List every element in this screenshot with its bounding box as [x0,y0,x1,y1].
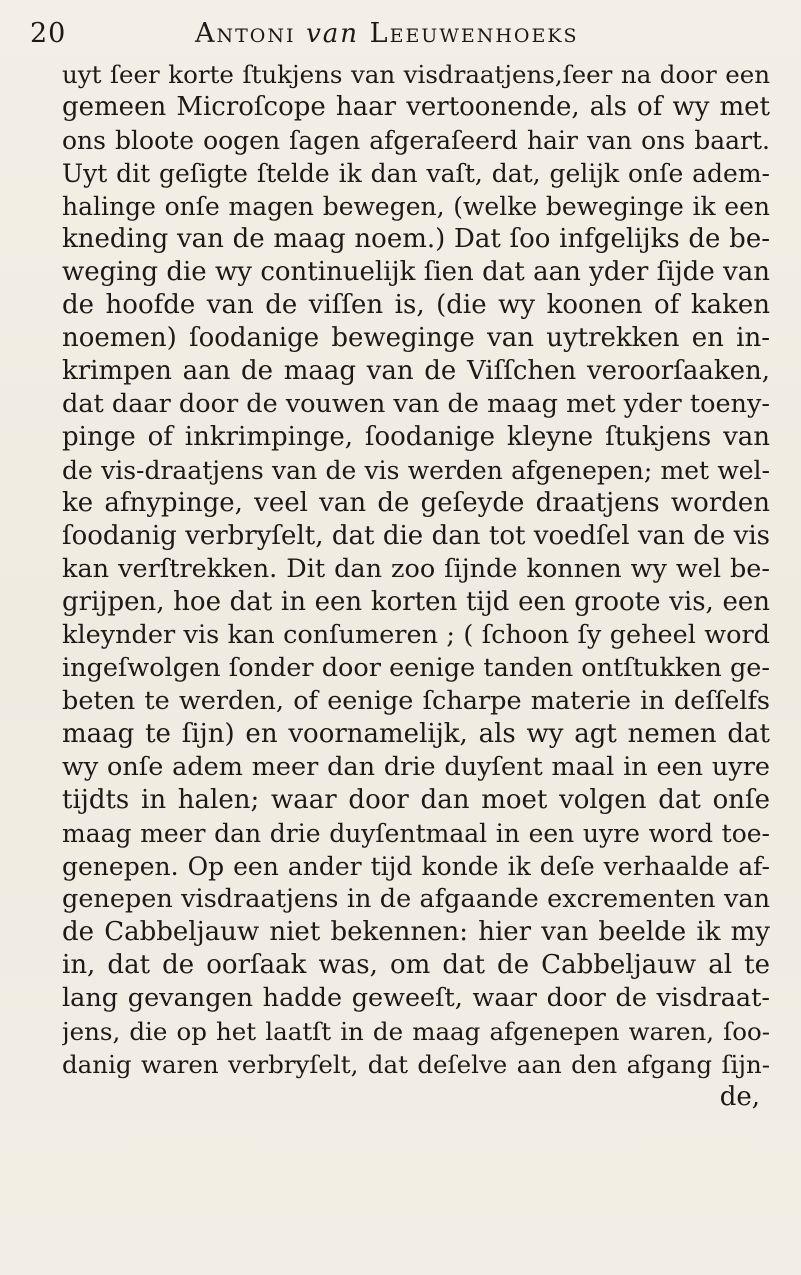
text-line: dat daar door de vouwen van de maag met yder toeny- [62,389,770,419]
body-text [62,58,770,1114]
text-line: halinge onſe magen bewegen, (welke beweginge ik een [62,192,770,221]
text-line: de hoofde van de viſſen is, (die wy koonen of kaken [62,290,770,320]
text-line: ingeſwolgen ſonder door eenige tanden ontſtukken ge- [62,653,770,683]
text-line: maag te ſijn) en voornamelijk, als wy agt nemen dat [62,719,770,749]
text-line: noemen) ſoodanige beweginge van uytrekken en in- [62,323,770,353]
text-line: kan verſtrekken. Dit dan zoo ſijnde konnen wy wel be- [62,554,770,584]
text-line: danig waren verbryſelt, dat deſelve aan den afgang ſijn- [62,1050,770,1079]
text-line: Uyt dit geſigte ſtelde ik dan vaſt, dat, gelijk onſe adem- [62,159,770,188]
text-line: ke afnypinge, veel van de geſeyde draatjens worden [62,488,770,518]
text-line: genepen. Op een ander tijd konde ik deſe verhaalde af- [62,852,770,881]
text-line: genepen visdraatjens in de afgaande excrementen van [62,884,770,914]
text-line: uyt ſeer korte ſtukjens van visdraatjens,ſeer na door een [62,60,770,89]
text-line: kneding van de maag noem.) Dat ſoo infgelijks de be- [62,224,770,254]
text-line: maag meer dan drie duyſentmaal in een uyre word toe- [62,819,770,848]
text-line: krimpen aan de maag van de Viſſchen veroorſaaken, [62,356,770,386]
running-head-title [195,14,579,54]
text-line: ſoodanig verbryſelt, dat die dan tot voedſel van de vis [62,521,770,551]
text-line: de Cabbeljauw niet bekennen: hier van beelde ik my [62,917,770,947]
text-line: weging die wy continuelijk ſien dat aan yder ſijde van [62,257,770,287]
text-line: kleynder vis kan conſumeren ; ( ſchoon ſy geheel word [62,620,770,650]
running-head [30,14,770,54]
text-line-catchword: de, [719,1082,760,1112]
text-line: jens, die op het laatſt in de maag afgenepen waren, ſoo- [62,1017,770,1046]
text-line: pinge of inkrimpinge, ſoodanige kleyne ſtukjens van [62,422,770,452]
text-line: de vis-draatjens van de vis werden afgenepen; met wel- [62,456,770,485]
text-line: tijdts in halen; waar door dan moet volgen dat onſe [62,785,770,815]
text-line: grijpen, hoe dat in een korten tijd een groote vis, een [62,587,770,617]
text-line: lang gevangen hadde geweeſt, waar door de visdraat- [62,983,770,1013]
text-line: gemeen Microſcope haar vertoonende, als of wy met [62,92,770,122]
running-head-author-first: Antoni [195,18,296,49]
text-line: wy onſe adem meer dan drie duyſent maal in een uyre [62,752,770,782]
text-line: beten te werden, of eenige ſcharpe materie in deſſelfs [62,686,770,716]
running-head-van: van [306,19,360,49]
text-line: in, dat de oorſaak was, om dat de Cabbeljauw al te [62,950,770,980]
text-line: ons bloote oogen ſagen afgeraſeerd hair van ons baart. [62,126,770,155]
page-number: 20 [30,18,67,49]
running-head-author-last: Leeuwenhoeks [369,18,579,49]
